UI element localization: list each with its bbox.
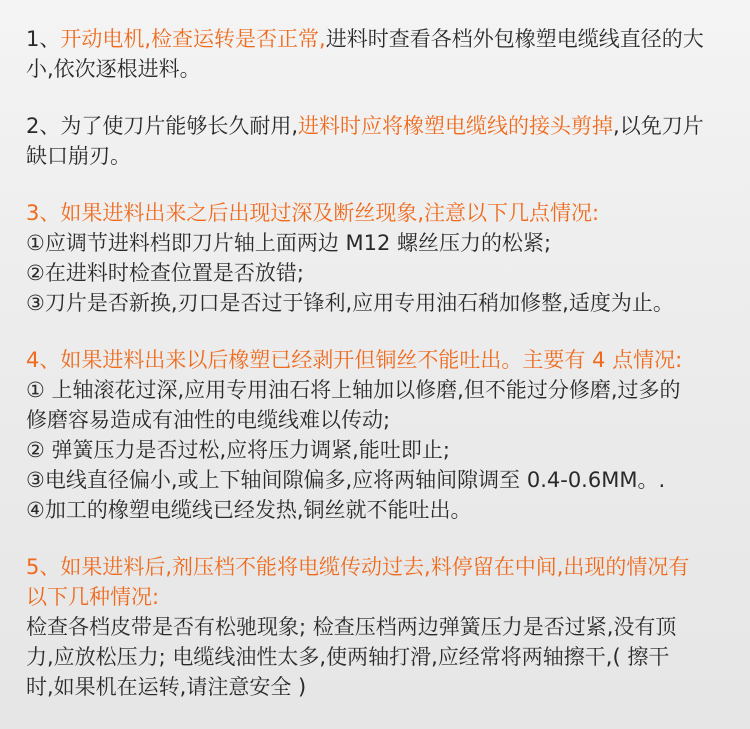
body-text: ③电线直径偏小,或上下轴间隙偏多,应将两轴间隙调至 0.4-0.6MM。. [26,468,666,492]
text-line [26,288,732,318]
body-text: 检查各档皮带是否有松驰现象; 检查压档两边弹簧压力是否过紧,没有顶 [26,615,677,639]
instruction-section-5 [26,552,732,702]
highlighted-text: 4、如果进料出来以后橡塑已经剥开但铜丝不能吐出。主要有 4 点情况: [26,348,683,372]
body-text: ,以免刀片 [613,114,704,138]
instruction-section-2 [26,111,732,171]
text-line [26,405,732,435]
body-text: ②在进料时检查位置是否放错; [26,261,304,285]
highlighted-text: 开动电机,检查运转是否正常, [60,27,326,51]
body-text: 时,如果机在运转,请注意安全 ) [26,675,307,699]
text-line [26,54,732,84]
instruction-section-1 [26,24,732,84]
text-line [26,375,732,405]
text-line [26,642,732,672]
text-line [26,465,732,495]
body-text: ① 上轴滚花过深,应用专用油石将上轴加以修磨,但不能过分修磨,过多的 [26,378,681,402]
body-text: ①应调节进料档即刀片轴上面两边 M12 螺丝压力的松紧; [26,231,552,255]
body-text: ④加工的橡塑电缆线已经发热,铜丝就不能吐出。 [26,498,472,522]
body-text: 进料时查看各档外包橡塑电缆线直径的大 [325,27,704,51]
text-line [26,345,732,375]
instruction-document [26,24,732,729]
text-line [26,24,732,54]
body-text: 小,依次逐根进料。 [26,57,201,81]
text-line [26,582,732,612]
text-line [26,228,732,258]
text-line [26,141,732,171]
body-text: 修磨容易造成有油性的电缆线难以传动; [26,408,391,432]
highlighted-text: 进料时应将橡塑电缆线的接头剪掉 [298,114,614,138]
text-line [26,111,732,141]
body-text: 1、 [26,27,61,51]
body-text: ② 弹簧压力是否过松,应将压力调紧,能吐即止; [26,438,450,462]
text-line [26,435,732,465]
body-text: ③刀片是否新换,刃口是否过于锋利,应用专用油石稍加修整,适度为止。 [26,291,674,315]
instruction-section-4 [26,345,732,525]
text-line [26,198,732,228]
highlighted-text: 3、如果进料出来之后出现过深及断丝现象,注意以下几点情况: [26,201,600,225]
body-text: 缺口崩刃。 [26,144,131,168]
text-line [26,495,732,525]
instruction-section-3 [26,198,732,318]
text-line [26,612,732,642]
highlighted-text: 5、如果进料后,剂压档不能将电缆传动过去,料停留在中间,出现的情况有 [26,555,690,579]
highlighted-text: 以下几种情况: [26,585,160,609]
text-line [26,672,732,702]
body-text: 力,应放松压力; 电缆线油性太多,使两轴打滑,应经常将两轴擦干,( 擦干 [26,645,670,669]
text-line [26,258,732,288]
body-text: 2、为了使刀片能够长久耐用, [26,114,299,138]
text-line [26,552,732,582]
